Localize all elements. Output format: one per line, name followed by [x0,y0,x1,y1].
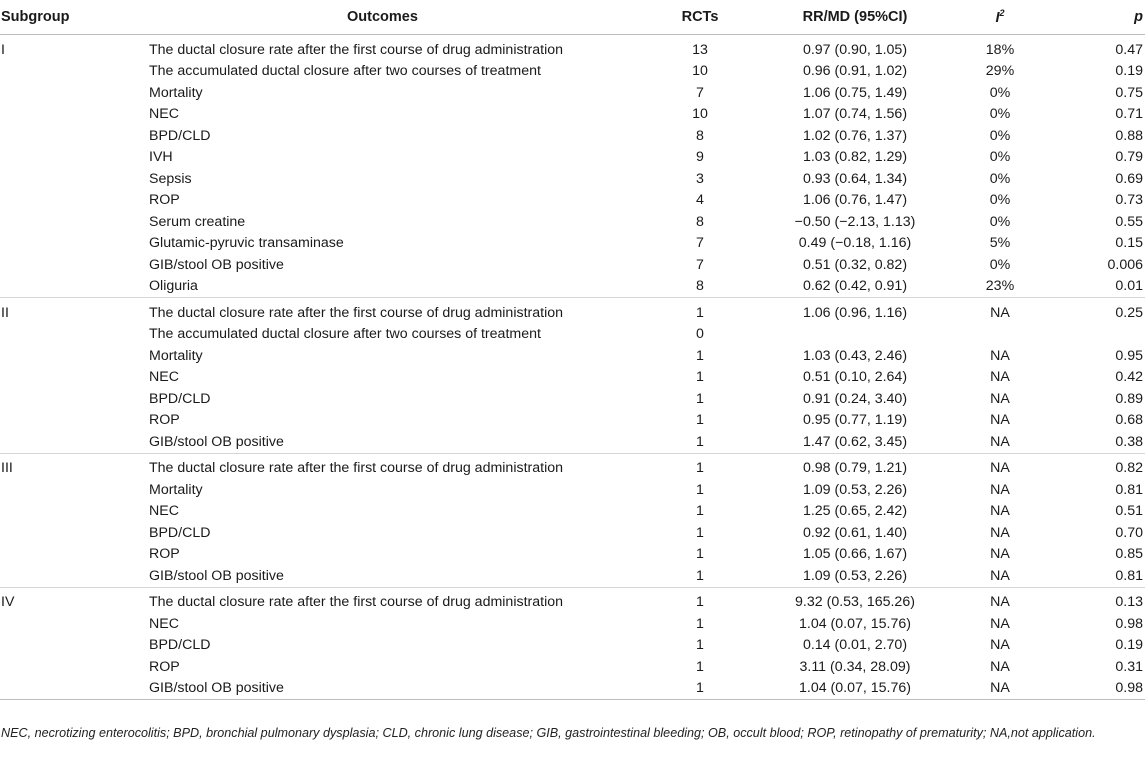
table-row [0,453,1145,479]
outcome-cell: GIB/stool OB positive [149,680,284,697]
subgroup-label-cell [0,656,130,678]
subgroup-label-cell [0,276,130,298]
table-row [0,613,1145,635]
subgroup-label-cell [0,410,130,432]
rr-md-cell [765,324,945,346]
table-row [0,656,1145,678]
subgroup-label-cell: I [1,41,5,58]
p-value-cell: 0.85 [1115,546,1143,563]
table-row [0,104,1145,126]
i2-cell: NA [990,546,1010,563]
outcome-cell: Mortality [149,84,203,101]
outcome-cell: ROP [149,658,180,675]
p-value-cell: 0.19 [1115,63,1143,80]
outcome-cell: GIB/stool OB positive [149,433,284,450]
outcome-cell: The accumulated ductal closure after two courses of treatment [149,63,541,80]
p-value-cell: 0.81 [1115,567,1143,584]
subgroup-label-cell [0,104,130,126]
rr-md-cell: 1.47 (0.62, 3.45) [802,433,908,450]
subgroup-label-cell [0,431,130,453]
rr-md-cell: 1.03 (0.82, 1.29) [802,149,908,166]
p-value-cell: 0.47 [1115,41,1143,58]
i2-cell: NA [990,390,1010,407]
rr-md-cell: 1.09 (0.53, 2.26) [802,481,908,498]
outcome-cell: Serum creatine [149,213,246,230]
table-row [0,345,1145,367]
subgroup-1-block [0,35,1145,298]
p-value-cell: 0.51 [1115,503,1143,520]
subgroup-label-cell [0,367,130,389]
subgroup-label-cell: IV [1,594,15,611]
table-row [0,211,1145,233]
table-row [0,298,1145,324]
rcts-cell: 13 [692,41,708,58]
outcome-cell: The accumulated ductal closure after two courses of treatment [149,326,541,343]
outcome-cell: The ductal closure rate after the first course of drug administration [149,41,564,58]
outcome-cell: The ductal closure rate after the first course of drug administration [149,460,564,477]
rr-md-cell: 1.04 (0.07, 15.76) [798,680,911,697]
p-value-cell: 0.68 [1115,412,1143,429]
outcome-cell: ROP [149,192,180,209]
rcts-cell: 1 [696,433,704,450]
subgroup-label-cell [0,125,130,147]
p-value-cell: 0.25 [1115,304,1143,321]
p-value-cell: 0.89 [1115,390,1143,407]
subgroup-label-cell [0,635,130,657]
outcome-cell: The ductal closure rate after the first course of drug administration [149,594,564,611]
rcts-cell: 1 [696,546,704,563]
p-value-cell: 0.73 [1115,192,1143,209]
rcts-cell: 8 [696,213,704,230]
subgroup-label-cell [0,324,130,346]
rr-md-cell: 0.96 (0.91, 1.02) [802,63,908,80]
outcome-cell: ROP [149,412,180,429]
p-value-cell: 0.70 [1115,524,1143,541]
i2-cell: NA [990,304,1010,321]
subgroup-label-cell [0,211,130,233]
i2-cell: NA [990,637,1010,654]
outcome-cell: Mortality [149,347,203,364]
i2-cell: NA [990,594,1010,611]
table-row [0,324,1145,346]
subgroup-label-cell [0,254,130,276]
table-row [0,565,1145,587]
subgroup-label-cell [0,345,130,367]
subgroup-label-cell: III [1,460,13,477]
p-value-cell: 0.79 [1115,149,1143,166]
rcts-cell: 1 [696,615,704,632]
subgroup-label-cell [0,82,130,104]
outcome-cell: BPD/CLD [149,524,211,541]
i2-cell: 0% [989,192,1011,209]
table-row [0,479,1145,501]
i2-cell: NA [990,658,1010,675]
i2-cell: NA [990,524,1010,541]
p-value-cell [1055,324,1145,346]
rr-md-cell: 1.06 (0.76, 1.47) [802,192,908,209]
subgroup-label-cell [0,61,130,83]
table-row [0,388,1145,410]
i2-cell: 29% [985,63,1015,80]
rr-md-cell: 9.32 (0.53, 165.26) [795,594,915,611]
subgroup-3-block [0,453,1145,587]
p-value-cell: 0.95 [1115,347,1143,364]
p-value-cell: 0.31 [1115,658,1143,675]
rr-md-cell: 1.06 (0.75, 1.49) [802,84,908,101]
outcome-cell: Sepsis [149,170,192,187]
table-row [0,276,1145,298]
table-header [0,0,1145,35]
rr-md-cell: 0.49 (−0.18, 1.16) [798,235,912,252]
p-value-cell: 0.69 [1115,170,1143,187]
rcts-cell: 1 [696,304,704,321]
table-row [0,678,1145,700]
i2-cell: NA [990,460,1010,477]
p-value-cell: 0.006 [1107,256,1143,273]
rr-md-cell: 1.25 (0.65, 2.42) [802,503,908,520]
header-i2-superscript: 2 [999,8,1005,19]
table-row [0,82,1145,104]
rr-md-cell: 1.06 (0.96, 1.16) [802,304,908,321]
rr-md-cell: 0.95 (0.77, 1.19) [802,412,908,429]
i2-cell: NA [990,412,1010,429]
i2-cell: NA [990,481,1010,498]
rr-md-cell: 0.98 (0.79, 1.21) [802,460,908,477]
table-row [0,35,1145,61]
header-rcts: RCTs [635,0,765,35]
rcts-cell: 8 [696,127,704,144]
rr-md-cell: 1.02 (0.76, 1.37) [802,127,908,144]
table-row [0,233,1145,255]
rcts-cell: 1 [696,412,704,429]
rr-md-cell: 3.11 (0.34, 28.09) [799,658,911,675]
table-row [0,410,1145,432]
rr-md-cell: 1.05 (0.66, 1.67) [802,546,908,563]
rcts-cell: 1 [696,637,704,654]
i2-cell: NA [990,680,1010,697]
outcome-cell: NEC [149,369,179,386]
rcts-cell: 9 [696,149,704,166]
rr-md-cell: 0.51 (0.10, 2.64) [802,369,908,386]
table-row [0,501,1145,523]
p-value-cell: 0.71 [1115,106,1143,123]
rcts-cell: 0 [696,326,704,343]
subgroup-label-cell [0,522,130,544]
i2-cell: NA [990,503,1010,520]
i2-cell: NA [990,567,1010,584]
p-value-cell: 0.98 [1115,680,1143,697]
rcts-cell: 7 [696,84,704,101]
table-row [0,544,1145,566]
subgroup-label-cell [0,678,130,700]
table-row [0,635,1145,657]
i2-cell: 0% [989,84,1011,101]
rcts-cell: 7 [696,256,704,273]
rr-md-cell: 0.92 (0.61, 1.40) [802,524,908,541]
rcts-cell: 1 [696,594,704,611]
subgroup-2-block [0,298,1145,454]
rcts-cell: 4 [696,192,704,209]
p-value-cell: 0.82 [1115,460,1143,477]
rcts-cell: 1 [696,460,704,477]
rr-md-cell: 0.62 (0.42, 0.91) [802,278,908,295]
rr-md-cell: 1.07 (0.74, 1.56) [802,106,908,123]
subgroup-label-cell [0,388,130,410]
p-value-cell: 0.98 [1115,615,1143,632]
outcome-cell: NEC [149,615,179,632]
table-footnote: NEC, necrotizing enterocolitis; BPD, bronchial pulmonary dysplasia; CLD, chronic lung disease; GIB, gastrointestinal bleeding; OB, occult blood; ROP, retinopathy of prematurity; NA,not application. [1,726,1096,740]
rcts-cell: 8 [696,278,704,295]
outcome-cell: GIB/stool OB positive [149,256,284,273]
subgroup-label-cell [0,190,130,212]
outcome-cell: BPD/CLD [149,390,211,407]
p-value-cell: 0.81 [1115,481,1143,498]
outcome-cell: BPD/CLD [149,127,211,144]
table-row [0,61,1145,83]
i2-cell: 0% [989,106,1011,123]
subgroup-label-cell [0,565,130,587]
table-row [0,367,1145,389]
rcts-cell: 1 [696,524,704,541]
table-row [0,190,1145,212]
outcome-cell: Glutamic-pyruvic transaminase [149,235,344,252]
table-row [0,587,1145,613]
table-row [0,254,1145,276]
rcts-cell: 1 [696,503,704,520]
i2-cell: NA [990,347,1010,364]
subgroup-label-cell [0,147,130,169]
i2-cell: 23% [985,278,1015,295]
outcome-cell: NEC [149,503,179,520]
rcts-cell: 7 [696,235,704,252]
outcome-cell: IVH [149,149,173,166]
i2-cell: 5% [989,235,1011,252]
subgroup-label-cell: II [1,304,9,321]
rr-md-cell: 0.51 (0.32, 0.82) [802,256,908,273]
header-i2 [945,0,1055,35]
header-outcomes: Outcomes [130,0,635,35]
p-value-cell: 0.75 [1115,84,1143,101]
outcome-cell: Oliguria [149,278,198,295]
subgroup-label-cell [0,233,130,255]
rcts-cell: 1 [696,369,704,386]
header-p: p [1055,0,1145,35]
rcts-cell: 10 [692,106,708,123]
rcts-cell: 1 [696,680,704,697]
i2-cell: 0% [989,127,1011,144]
i2-cell: 0% [989,149,1011,166]
header-row [0,0,1145,35]
subgroup-label-cell [0,501,130,523]
outcome-cell: ROP [149,546,180,563]
table-row [0,125,1145,147]
p-value-cell: 0.01 [1115,278,1143,295]
outcome-cell: NEC [149,106,179,123]
rr-md-cell: 1.04 (0.07, 15.76) [798,615,911,632]
p-value-cell: 0.15 [1115,235,1143,252]
rcts-cell: 10 [692,63,708,80]
rcts-cell: 1 [696,481,704,498]
table-row [0,431,1145,453]
rr-md-cell: 0.93 (0.64, 1.34) [802,170,908,187]
rcts-cell: 1 [696,567,704,584]
rcts-cell: 3 [696,170,704,187]
i2-cell: 0% [989,256,1011,273]
table-row [0,522,1145,544]
i2-cell [945,324,1055,346]
p-value-cell: 0.13 [1115,594,1143,611]
p-value-cell: 0.38 [1115,433,1143,450]
p-value-cell: 0.88 [1115,127,1143,144]
rr-md-cell: 0.14 (0.01, 2.70) [802,637,908,654]
p-value-cell: 0.55 [1115,213,1143,230]
rr-md-cell: −0.50 (−2.13, 1.13) [794,213,916,230]
i2-cell: 18% [985,41,1015,58]
header-rr-md: RR/MD (95%CI) [765,0,945,35]
outcome-cell: GIB/stool OB positive [149,567,284,584]
subgroup-4-block [0,587,1145,700]
i2-cell: NA [990,369,1010,386]
subgroup-label-cell [0,544,130,566]
rr-md-cell: 0.97 (0.90, 1.05) [802,41,908,58]
rr-md-cell: 1.09 (0.53, 2.26) [802,567,908,584]
rr-md-cell: 0.91 (0.24, 3.40) [802,390,908,407]
i2-cell: 0% [989,213,1011,230]
table-row [0,168,1145,190]
rcts-cell: 1 [696,390,704,407]
outcome-cell: BPD/CLD [149,637,211,654]
p-value-cell: 0.42 [1115,369,1143,386]
table-row [0,147,1145,169]
subgroup-label-cell [0,613,130,635]
header-subgroup: Subgroup [0,0,130,35]
subgroup-label-cell [0,479,130,501]
p-value-cell: 0.19 [1115,637,1143,654]
outcome-cell: The ductal closure rate after the first course of drug administration [149,304,564,321]
i2-cell: NA [990,615,1010,632]
outcome-cell: Mortality [149,481,203,498]
rcts-cell: 1 [696,658,704,675]
rr-md-cell: 1.03 (0.43, 2.46) [802,347,908,364]
rcts-cell: 1 [696,347,704,364]
i2-cell: NA [990,433,1010,450]
i2-cell: 0% [989,170,1011,187]
subgroup-label-cell [0,168,130,190]
header-i2-letter: I [995,9,1000,26]
